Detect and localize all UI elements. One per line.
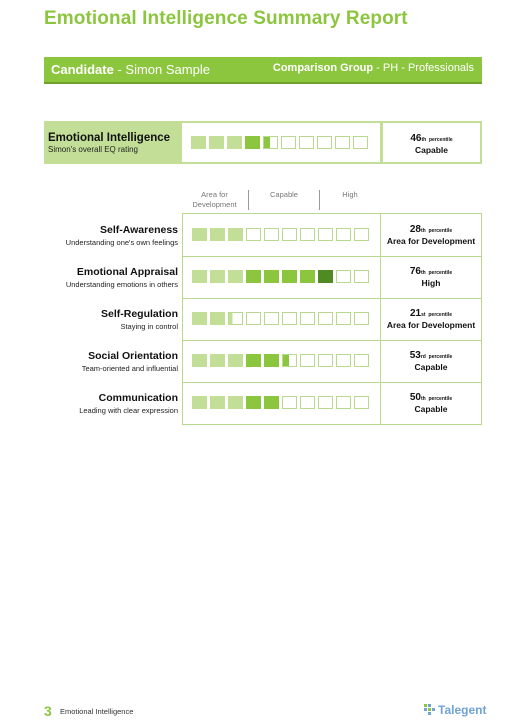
rating-box: [336, 312, 351, 325]
candidate-label: Candidate: [51, 62, 114, 77]
overall-percentile: [383, 134, 480, 145]
rating-box: [318, 270, 333, 283]
report-title: Emotional Intelligence Summary Report: [44, 8, 408, 29]
rating-box: [318, 354, 333, 367]
scale-rating-boxes: [192, 312, 369, 325]
rating-box: [300, 270, 315, 283]
scale-rating-boxes: [192, 396, 369, 409]
rating-box: [299, 136, 314, 149]
rating-box: [354, 396, 369, 409]
scale-row: [182, 214, 482, 257]
scale-percentile-suffix: st: [421, 312, 426, 318]
scale-label: [82, 350, 178, 373]
scale-percentile: [381, 267, 481, 278]
scale-rating-boxes: [192, 270, 369, 283]
scales-grid: [182, 213, 482, 424]
comparison-value: PH - Professionals: [382, 62, 474, 74]
rating-box: [228, 228, 243, 241]
scale-percentile-value: 76: [409, 266, 421, 277]
rating-box: [318, 312, 333, 325]
legend-area-for-development: Area for Development: [192, 190, 237, 209]
rating-box: [336, 228, 351, 241]
scale-band: Area for Development: [386, 320, 476, 330]
scale-percentile-value: 50: [409, 392, 421, 403]
comparison-group-info: Comparison Group - PH - Professionals: [272, 62, 474, 74]
scale-percentile-value: 28: [409, 224, 421, 235]
legend-divider: [248, 190, 249, 210]
rating-box: [300, 228, 315, 241]
rating-box: [264, 312, 279, 325]
scale-row: [182, 298, 482, 341]
overall-band: Capable: [414, 145, 449, 155]
scale-label: [66, 224, 178, 247]
overall-label: [48, 132, 170, 154]
scale-score: [381, 298, 482, 340]
rating-box: [264, 354, 279, 367]
overall-ei-panel: [44, 121, 482, 164]
overall-score: [383, 123, 480, 162]
overall-percentile-value: 46: [410, 133, 422, 144]
scale-rating-boxes: [192, 228, 369, 241]
rating-box: [354, 270, 369, 283]
rating-box: [282, 354, 297, 367]
scale-label: [66, 266, 178, 289]
scale-band: Capable: [414, 404, 448, 414]
logo-dots-icon: [424, 704, 436, 716]
rating-box: [228, 270, 243, 283]
rating-box: [335, 136, 350, 149]
rating-box: [336, 354, 351, 367]
scale-band: Capable: [414, 362, 448, 372]
rating-box: [246, 312, 261, 325]
scale-percentile-unit: percentile: [428, 396, 453, 402]
scale-score: [381, 382, 482, 424]
footer-section: Emotional Intelligence: [60, 707, 134, 716]
rating-box: [282, 228, 297, 241]
scale-percentile: [381, 393, 481, 404]
rating-box: [336, 270, 351, 283]
rating-box: [264, 228, 279, 241]
scale-percentile-unit: percentile: [428, 270, 453, 276]
rating-box: [300, 396, 315, 409]
page-number: 3: [44, 703, 52, 719]
rating-box: [281, 136, 296, 149]
scale-title: Emotional Appraisal: [76, 266, 178, 278]
rating-box: [210, 354, 225, 367]
scale-percentile-suffix: th: [420, 396, 426, 402]
overall-rating-boxes: [191, 136, 368, 149]
scale-percentile: [381, 225, 481, 236]
rating-box: [300, 312, 315, 325]
legend-capable: Capable: [270, 190, 298, 199]
overall-percentile-unit: percentile: [429, 137, 453, 143]
brand-name: Talegent: [438, 703, 487, 717]
scale-rating-cell: [182, 298, 381, 340]
overall-title: Emotional Intelligence: [48, 132, 171, 144]
scale-band: High: [421, 278, 441, 288]
scale-rating-cell: [182, 382, 381, 424]
rating-box: [210, 396, 225, 409]
rating-box: [210, 228, 225, 241]
rating-box: [228, 354, 243, 367]
rating-box: [282, 396, 297, 409]
rating-box: [336, 396, 351, 409]
scale-rating-cell: [182, 256, 381, 298]
scale-label: [79, 392, 178, 415]
scale-title: Self-Regulation: [100, 308, 178, 320]
rating-box: [191, 136, 206, 149]
overall-subtitle: Simon's overall EQ rating: [48, 145, 139, 154]
rating-box: [192, 396, 207, 409]
overall-rating-scale: [182, 123, 380, 162]
scale-subtitle: Understanding emotions in others: [65, 280, 178, 289]
candidate-bar: [44, 57, 482, 84]
rating-box: [228, 312, 243, 325]
rating-box: [264, 270, 279, 283]
rating-box: [192, 228, 207, 241]
rating-box: [209, 136, 224, 149]
rating-box: [192, 354, 207, 367]
scale-percentile-unit: percentile: [428, 228, 453, 234]
rating-box: [192, 270, 207, 283]
rating-box: [282, 270, 297, 283]
candidate-info: Candidate - Simon Sample: [51, 62, 210, 77]
scale-score: [381, 256, 482, 298]
scale-percentile-unit: percentile: [428, 354, 453, 360]
legend-divider: [319, 190, 320, 210]
rating-box: [263, 136, 278, 149]
rating-box: [246, 354, 261, 367]
overall-percentile-suffix: th: [421, 137, 427, 143]
scale-percentile-suffix: th: [420, 228, 426, 234]
scale-percentile-suffix: rd: [420, 354, 426, 360]
legend-high: High: [342, 190, 358, 199]
rating-box: [354, 228, 369, 241]
scale-subtitle: Team-oriented and influential: [81, 364, 178, 373]
scale-percentile-unit: percentile: [428, 312, 452, 318]
rating-box: [245, 136, 260, 149]
brand-logo: [424, 702, 504, 720]
rating-box: [300, 354, 315, 367]
scale-row: [182, 340, 482, 383]
rating-box: [353, 136, 368, 149]
rating-box: [227, 136, 242, 149]
rating-box: [354, 312, 369, 325]
scale-percentile: [381, 309, 481, 320]
scale-percentile-value: 21: [410, 308, 422, 319]
rating-box: [246, 396, 261, 409]
scale-label: [101, 308, 178, 331]
scale-rating-cell: [182, 340, 381, 382]
rating-legend: [182, 188, 381, 212]
scale-subtitle: Staying in control: [120, 322, 178, 331]
scale-title: Social Orientation: [88, 350, 178, 362]
rating-box: [282, 312, 297, 325]
rating-box: [354, 354, 369, 367]
scale-percentile: [381, 351, 481, 362]
rating-box: [317, 136, 332, 149]
scale-rating-cell: [182, 214, 381, 256]
rating-box: [228, 396, 243, 409]
rating-box: [246, 228, 261, 241]
rating-box: [210, 270, 225, 283]
rating-box: [192, 312, 207, 325]
scale-title: Self-Awareness: [99, 224, 178, 236]
scale-row: [182, 382, 482, 425]
scale-subtitle: Leading with clear expression: [79, 406, 178, 415]
scale-row: [182, 256, 482, 299]
comparison-label: Comparison Group: [272, 62, 374, 74]
scale-band: Area for Development: [386, 236, 476, 246]
candidate-name: Simon Sample: [125, 62, 210, 77]
scale-title: Communication: [98, 392, 178, 404]
scale-percentile-value: 53: [409, 350, 421, 361]
scale-percentile-suffix: th: [420, 270, 426, 276]
scale-subtitle: Understanding one's own feelings: [65, 238, 178, 247]
rating-box: [210, 312, 225, 325]
rating-box: [246, 270, 261, 283]
rating-box: [318, 396, 333, 409]
scale-score: [381, 340, 482, 382]
scale-rating-boxes: [192, 354, 369, 367]
scale-score: [381, 214, 482, 256]
rating-box: [264, 396, 279, 409]
rating-box: [318, 228, 333, 241]
